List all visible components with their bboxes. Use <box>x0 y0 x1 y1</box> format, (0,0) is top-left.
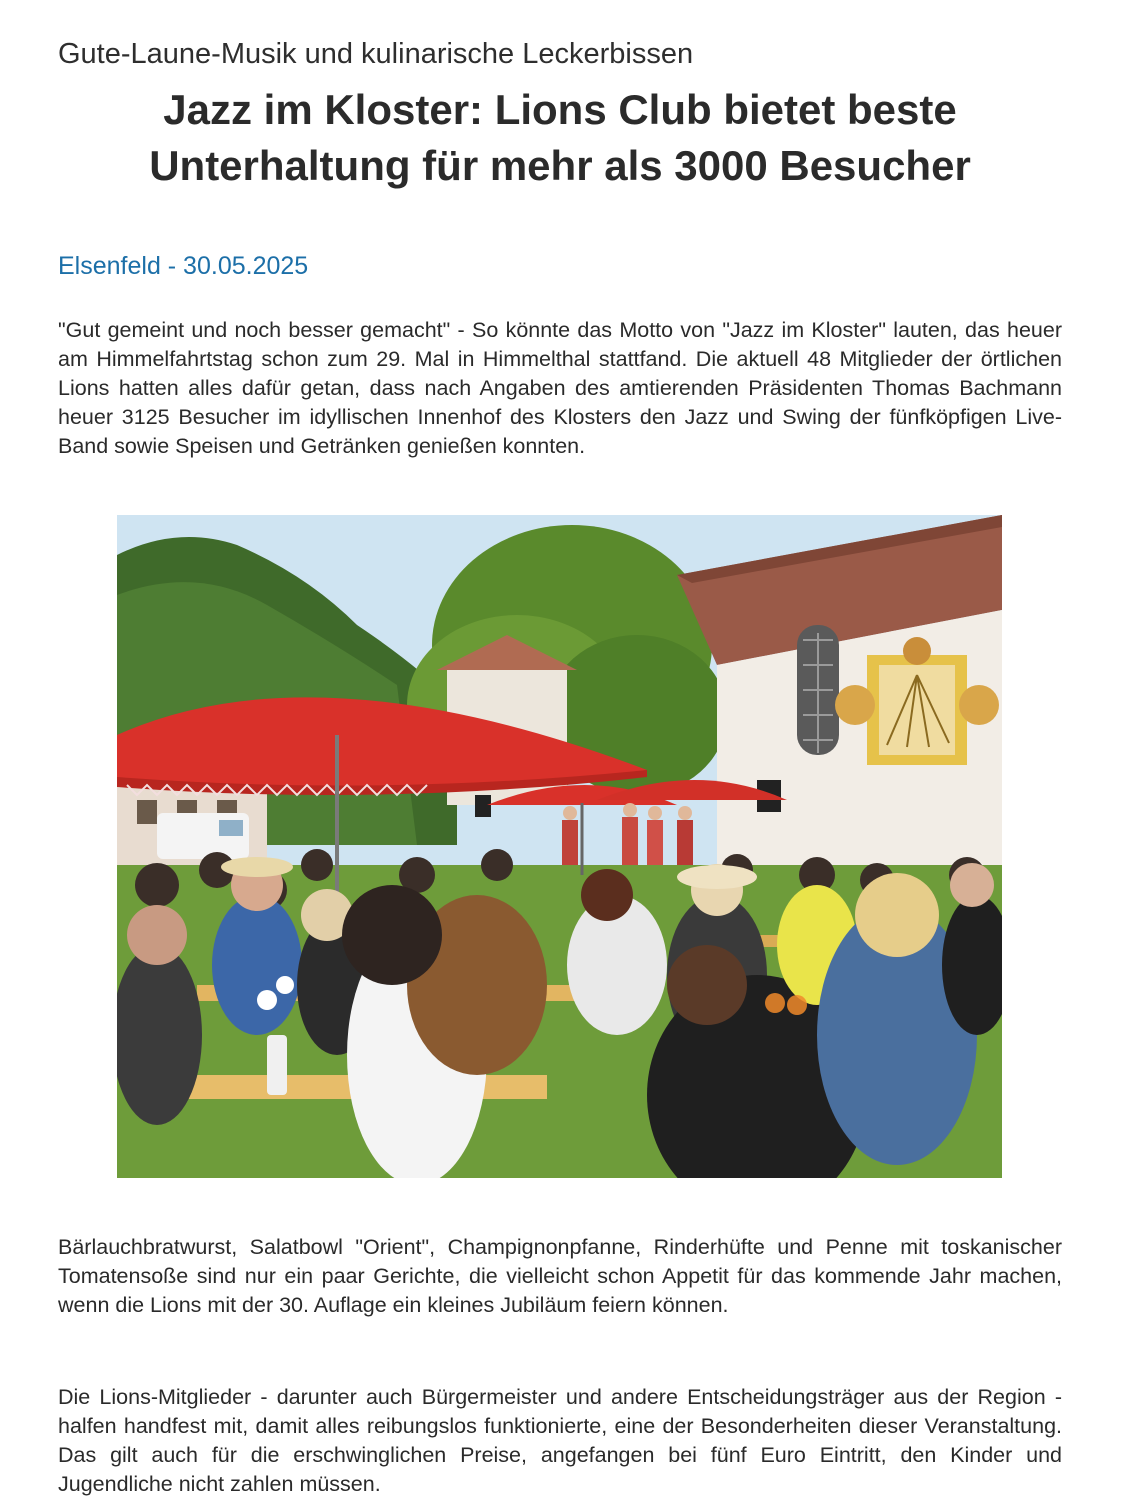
photo-vase <box>267 1035 287 1095</box>
article-paragraph-1: "Gut gemeint und noch besser gemacht" - So könnte das Motto von "Jazz im Kloster" lauten, das heuer am Himmelfahrtstag schon zum 29. Mal in Himmelthal stattfand. Die aktuell 48 Mitglieder der örtlichen Lions hatten alles dafür getan, dass nach Angaben des amtierenden Präsidenten Thomas Bachmann heuer 3125 Besucher im idyllischen Innenhof des Klosters den Jazz und Swing der fünfköpfigen Live-Band sowie Speisen und Getränken genießen konnten. <box>58 318 1062 458</box>
article-headline: Jazz im Kloster: Lions Club bietet beste Unterhaltung für mehr als 3000 Besucher <box>149 86 971 189</box>
article-paragraph-2: Bärlauchbratwurst, Salatbowl "Orient", Champignonpfanne, Rinderhüfte und Penne mit toskanischer Tomatensoße sind nur ein paar Gerichte, die vielleicht schon Appetit für das kommende Jahr machen, wenn die Lions mit der 30. Auflage ein kleines Jubiläum feiern können. <box>58 1235 1062 1317</box>
article-photo <box>117 515 1002 1178</box>
article-paragraph-3: Die Lions-Mitglieder - darunter auch Bürgermeister und andere Entscheidungsträger aus der Region - halfen handfest mit, damit alles reibungslos funktionierte, eine der Besonderheiten dieser Veranstaltung. Das gilt auch für die erschwinglichen Preise, angefangen bei fünf Euro Eintritt, den Kinder und Jugendliche nicht zahlen müssen. <box>58 1385 1062 1496</box>
article-kicker: Gute-Laune-Musik und kulinarische Leckerbissen <box>58 38 694 70</box>
article-dateline: Elsenfeld - 30.05.2025 <box>58 252 309 280</box>
